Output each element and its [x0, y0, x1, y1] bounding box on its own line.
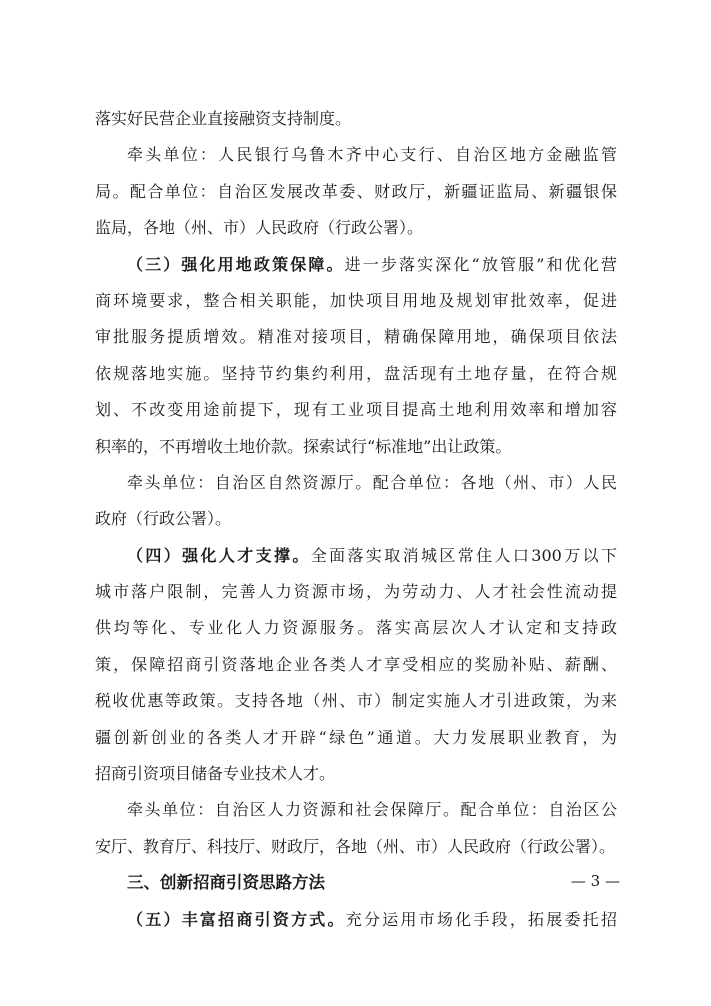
paragraph-line: 政府（行政公署）。 [95, 509, 232, 529]
paragraph-line: 监局，各地（州、市）人民政府（行政公署）。 [95, 218, 424, 238]
paragraph-line: 依规落地实施。坚持节约集约利用，盘活现有土地存量，在符合规 [95, 363, 617, 383]
paragraph-line: 疆创新创业的各类人才开辟“绿色”通道。大力发展职业教育，为 [95, 727, 617, 747]
section-heading: 三、创新招商引资思路方法 [127, 873, 325, 893]
paragraph-line: 牵头单位：自治区自然资源厅。配合单位：各地（州、市）人民 [127, 472, 617, 492]
paragraph-line: 策，保障招商引资落地企业各类人才享受相应的奖励补贴、薪酬、 [95, 654, 617, 674]
paragraph-first-line [95, 538, 617, 574]
paragraph-line: 牵头单位：人民银行乌鲁木齐中心支行、自治区地方金融监管 [127, 145, 617, 165]
paragraph-line: 招商引资项目储备专业技术人才。 [95, 764, 336, 784]
paragraph-text: 充分运用市场化手段，拓展委托招 [345, 909, 617, 929]
paragraph-line: 局。配合单位：自治区发展改革委、财政厅，新疆证监局、新疆银保 [95, 181, 617, 201]
subsection-title: （四）强化人才支撑。 [127, 545, 311, 565]
paragraph-line: 审批服务提质增效。精准对接项目，精确保障用地，确保项目依法 [95, 327, 617, 347]
paragraph-line: 供均等化、专业化人力资源服务。落实高层次人才认定和支持政 [95, 618, 617, 638]
paragraph-line: 税收优惠等政策。支持各地（州、市）制定实施人才引进政策，为来 [95, 691, 617, 711]
paragraph-line: 积率的，不再增收土地价款。探索试行“标准地”出让政策。 [95, 436, 512, 456]
paragraph-line: 落实好民营企业直接融资支持制度。 [95, 109, 352, 128]
paragraph-line: 牵头单位：自治区人力资源和社会保障厅。配合单位：自治区公 [127, 800, 617, 820]
subsection-title: （三）强化用地政策保障。 [127, 254, 345, 274]
paragraph-line: 划、不改变用途前提下，现有工业项目提高土地利用效率和增加容 [95, 400, 617, 420]
paragraph-text: 进一步落实深化“放管服”和优化营 [344, 254, 617, 274]
paragraph-first-line [95, 902, 617, 938]
paragraph-first-line [95, 247, 617, 283]
paragraph-line: 城市落户限制，完善人力资源市场，为劳动力、人才社会性流动提 [95, 582, 617, 602]
paragraph-line: 商环境要求，整合相关职能，加快项目用地及规划审批效率，促进 [95, 290, 617, 310]
subsection-title: （五）丰富招商引资方式。 [127, 909, 346, 929]
paragraph-text: 全面落实取消城区常住人口300万以下 [310, 545, 617, 565]
paragraph-line: 安厅、教育厅、科技厅、财政厅，各地（州、市）人民政府（行政公署）。 [95, 836, 616, 856]
document-body [95, 101, 617, 938]
page-number: — 3 — [570, 872, 620, 890]
